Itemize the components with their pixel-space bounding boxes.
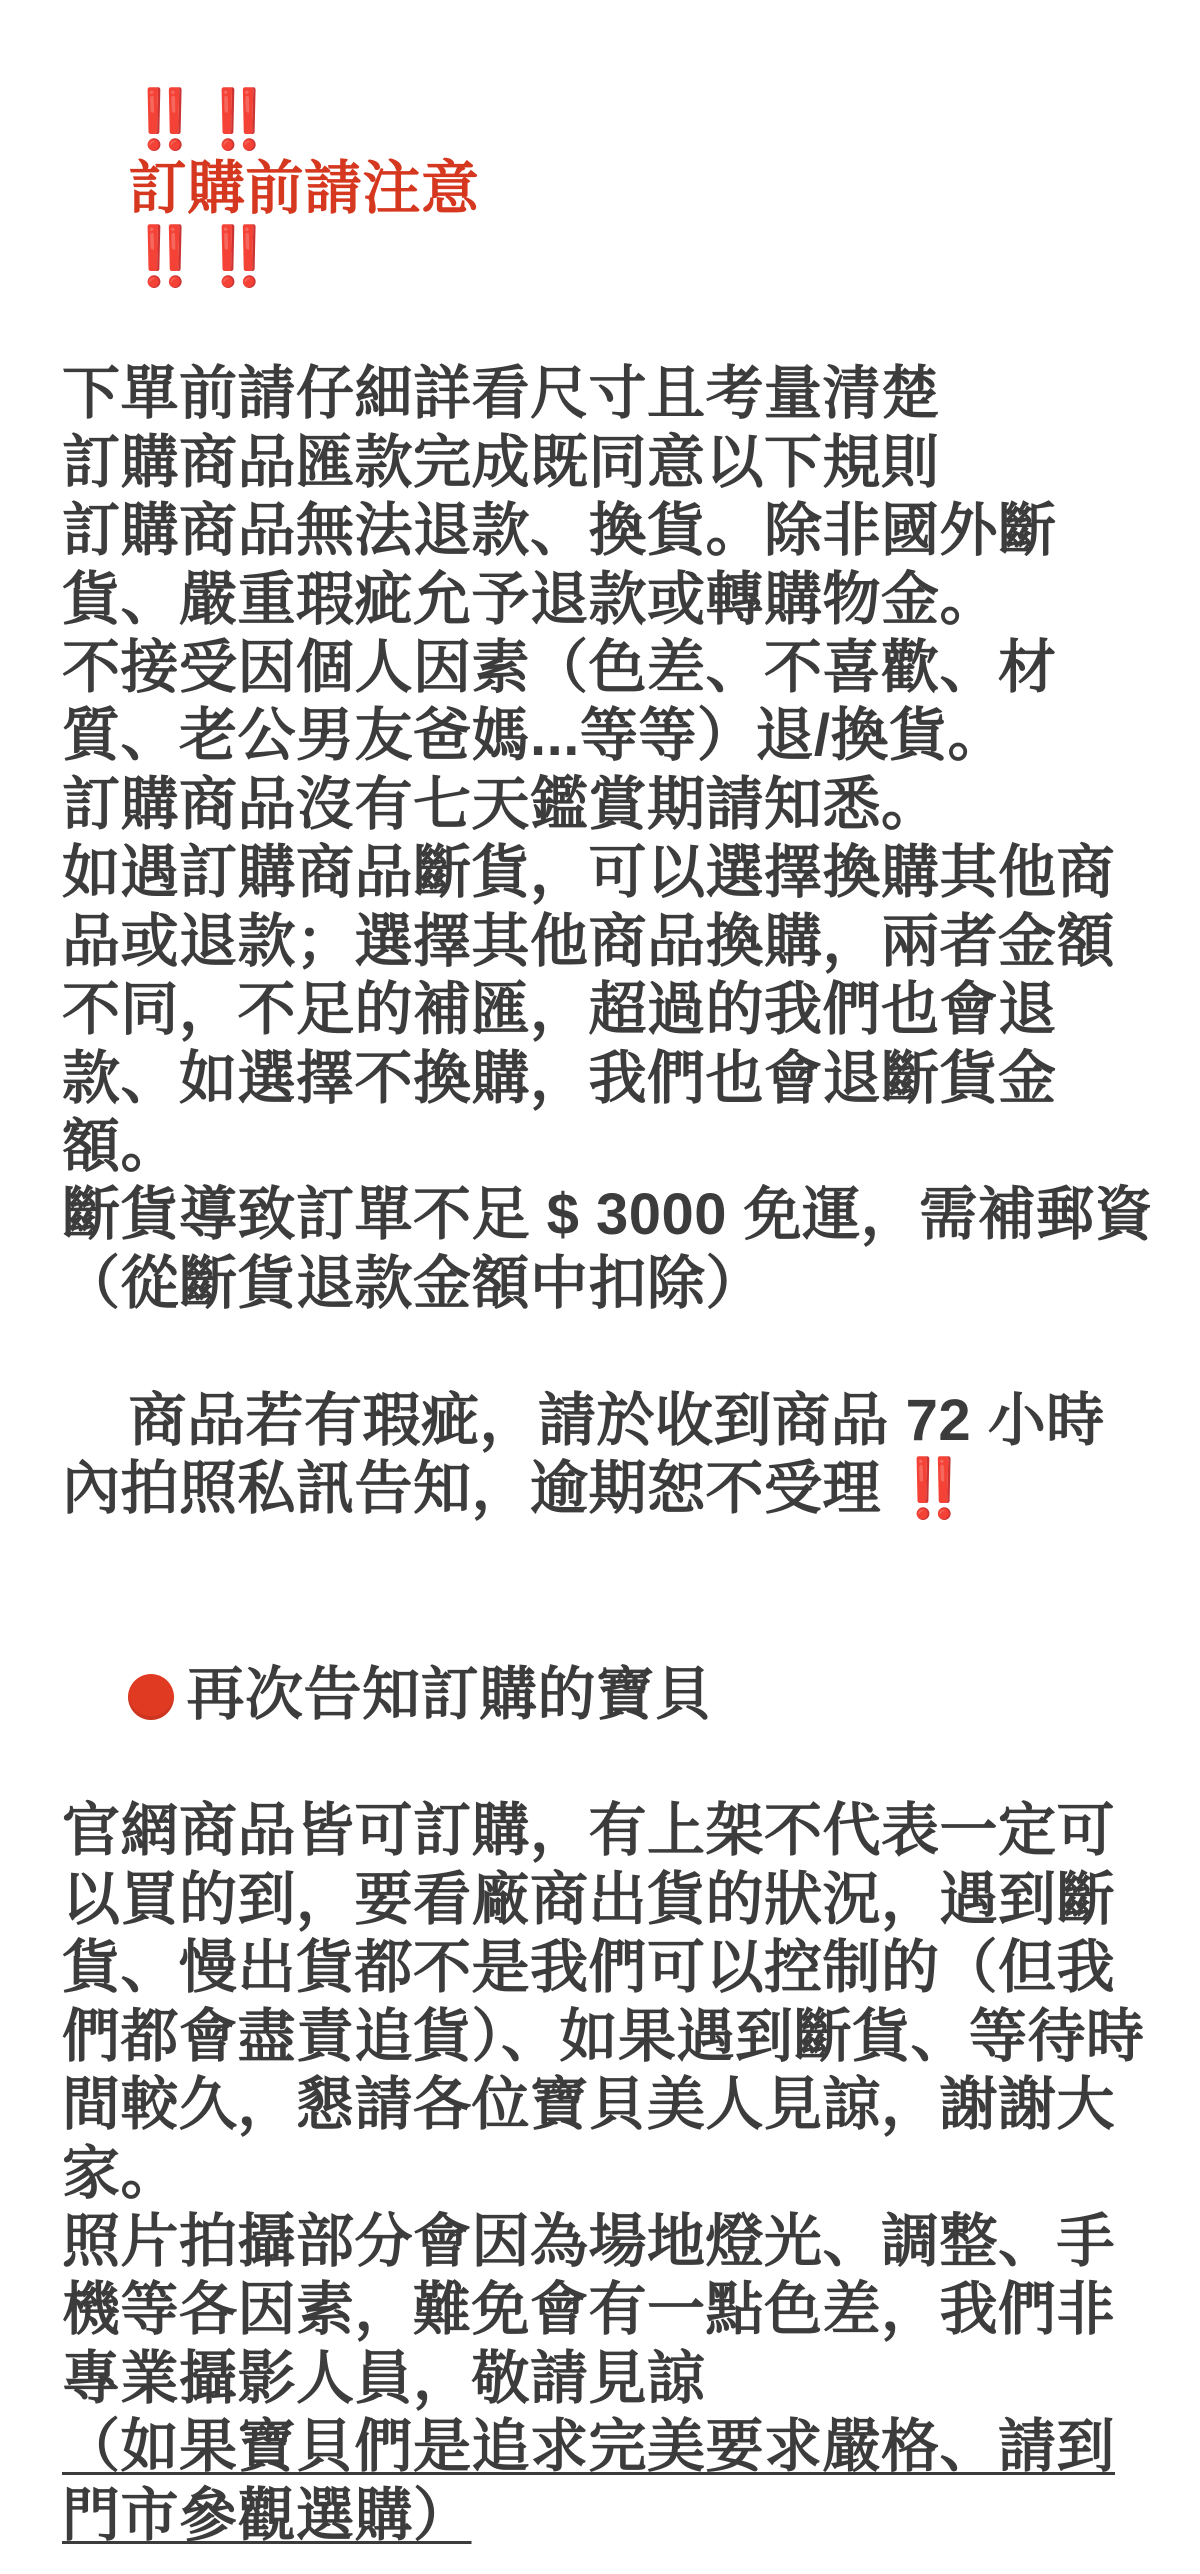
notice-paragraph: 斷貨導致訂單不足 $ 3000 免運，需補郵資（從斷貨退款金額中扣除）	[62, 1182, 1154, 1316]
second-heading	[62, 1592, 1156, 1797]
double-exclamation-icon-right: ‼️‼️	[128, 224, 277, 290]
notice-title	[62, 18, 1156, 360]
notice-paragraph: 官網商品皆可訂購，有上架不代表一定可以買的到，要看廠商出貨的狀況，遇到斷貨、慢出貨都不是我們可以控制的（但我們都會盡責追貨）、如果遇到斷貨、等待時間較久，懇請各位寶貝美人見諒，謝謝大家。	[62, 1798, 1145, 2206]
double-exclamation-icon: ‼️	[897, 1456, 971, 1522]
notice-paragraph: 訂購商品沒有七天鑑賞期請知悉。	[62, 771, 940, 837]
notice-paragraph: 訂購商品匯款完成既同意以下規則	[62, 429, 940, 495]
second-heading-text: 再次告知訂購的寶貝	[186, 1661, 713, 1727]
notice-paragraph: 照片拍攝部分會因為場地燈光、調整、手機等各因素，難免會有一點色差，我們非專業攝影人員，敬請見諒	[62, 2209, 1116, 2411]
notice-paragraph: 下單前請仔細詳看尺寸且考量清楚	[62, 361, 940, 427]
notice-paragraph: 訂購商品無法退款、換貨。除非國外斷貨、嚴重瑕疵允予退款或轉購物金。	[62, 498, 1057, 632]
double-exclamation-icon-left: ‼️‼️	[128, 87, 277, 153]
defect-notice	[62, 1318, 1156, 1592]
notice-paragraph: 不接受因個人因素（色差、不喜歡、材質、老公男友爸媽...等等）退/換貨。	[62, 634, 1057, 769]
stop-sign-icon	[128, 1674, 174, 1720]
notice-paragraph: 如遇訂購商品斷貨，可以選擇換購其他商品或退款；選擇其他商品換購，兩者金額不同，不足的補匯，超過的我們也會退款、如選擇不換購，我們也會退斷貨金額。	[62, 840, 1116, 1179]
defect-notice-text: 商品若有瑕疵，請於收到商品 72 小時內拍照私訊告知，逾期恕不受理	[62, 1387, 1105, 1522]
notice-title-text: 訂購前請注意	[128, 155, 480, 221]
final-note: （如果寶貝們是追求完美要求嚴格、請到門市參觀選購）	[62, 2414, 1116, 2548]
